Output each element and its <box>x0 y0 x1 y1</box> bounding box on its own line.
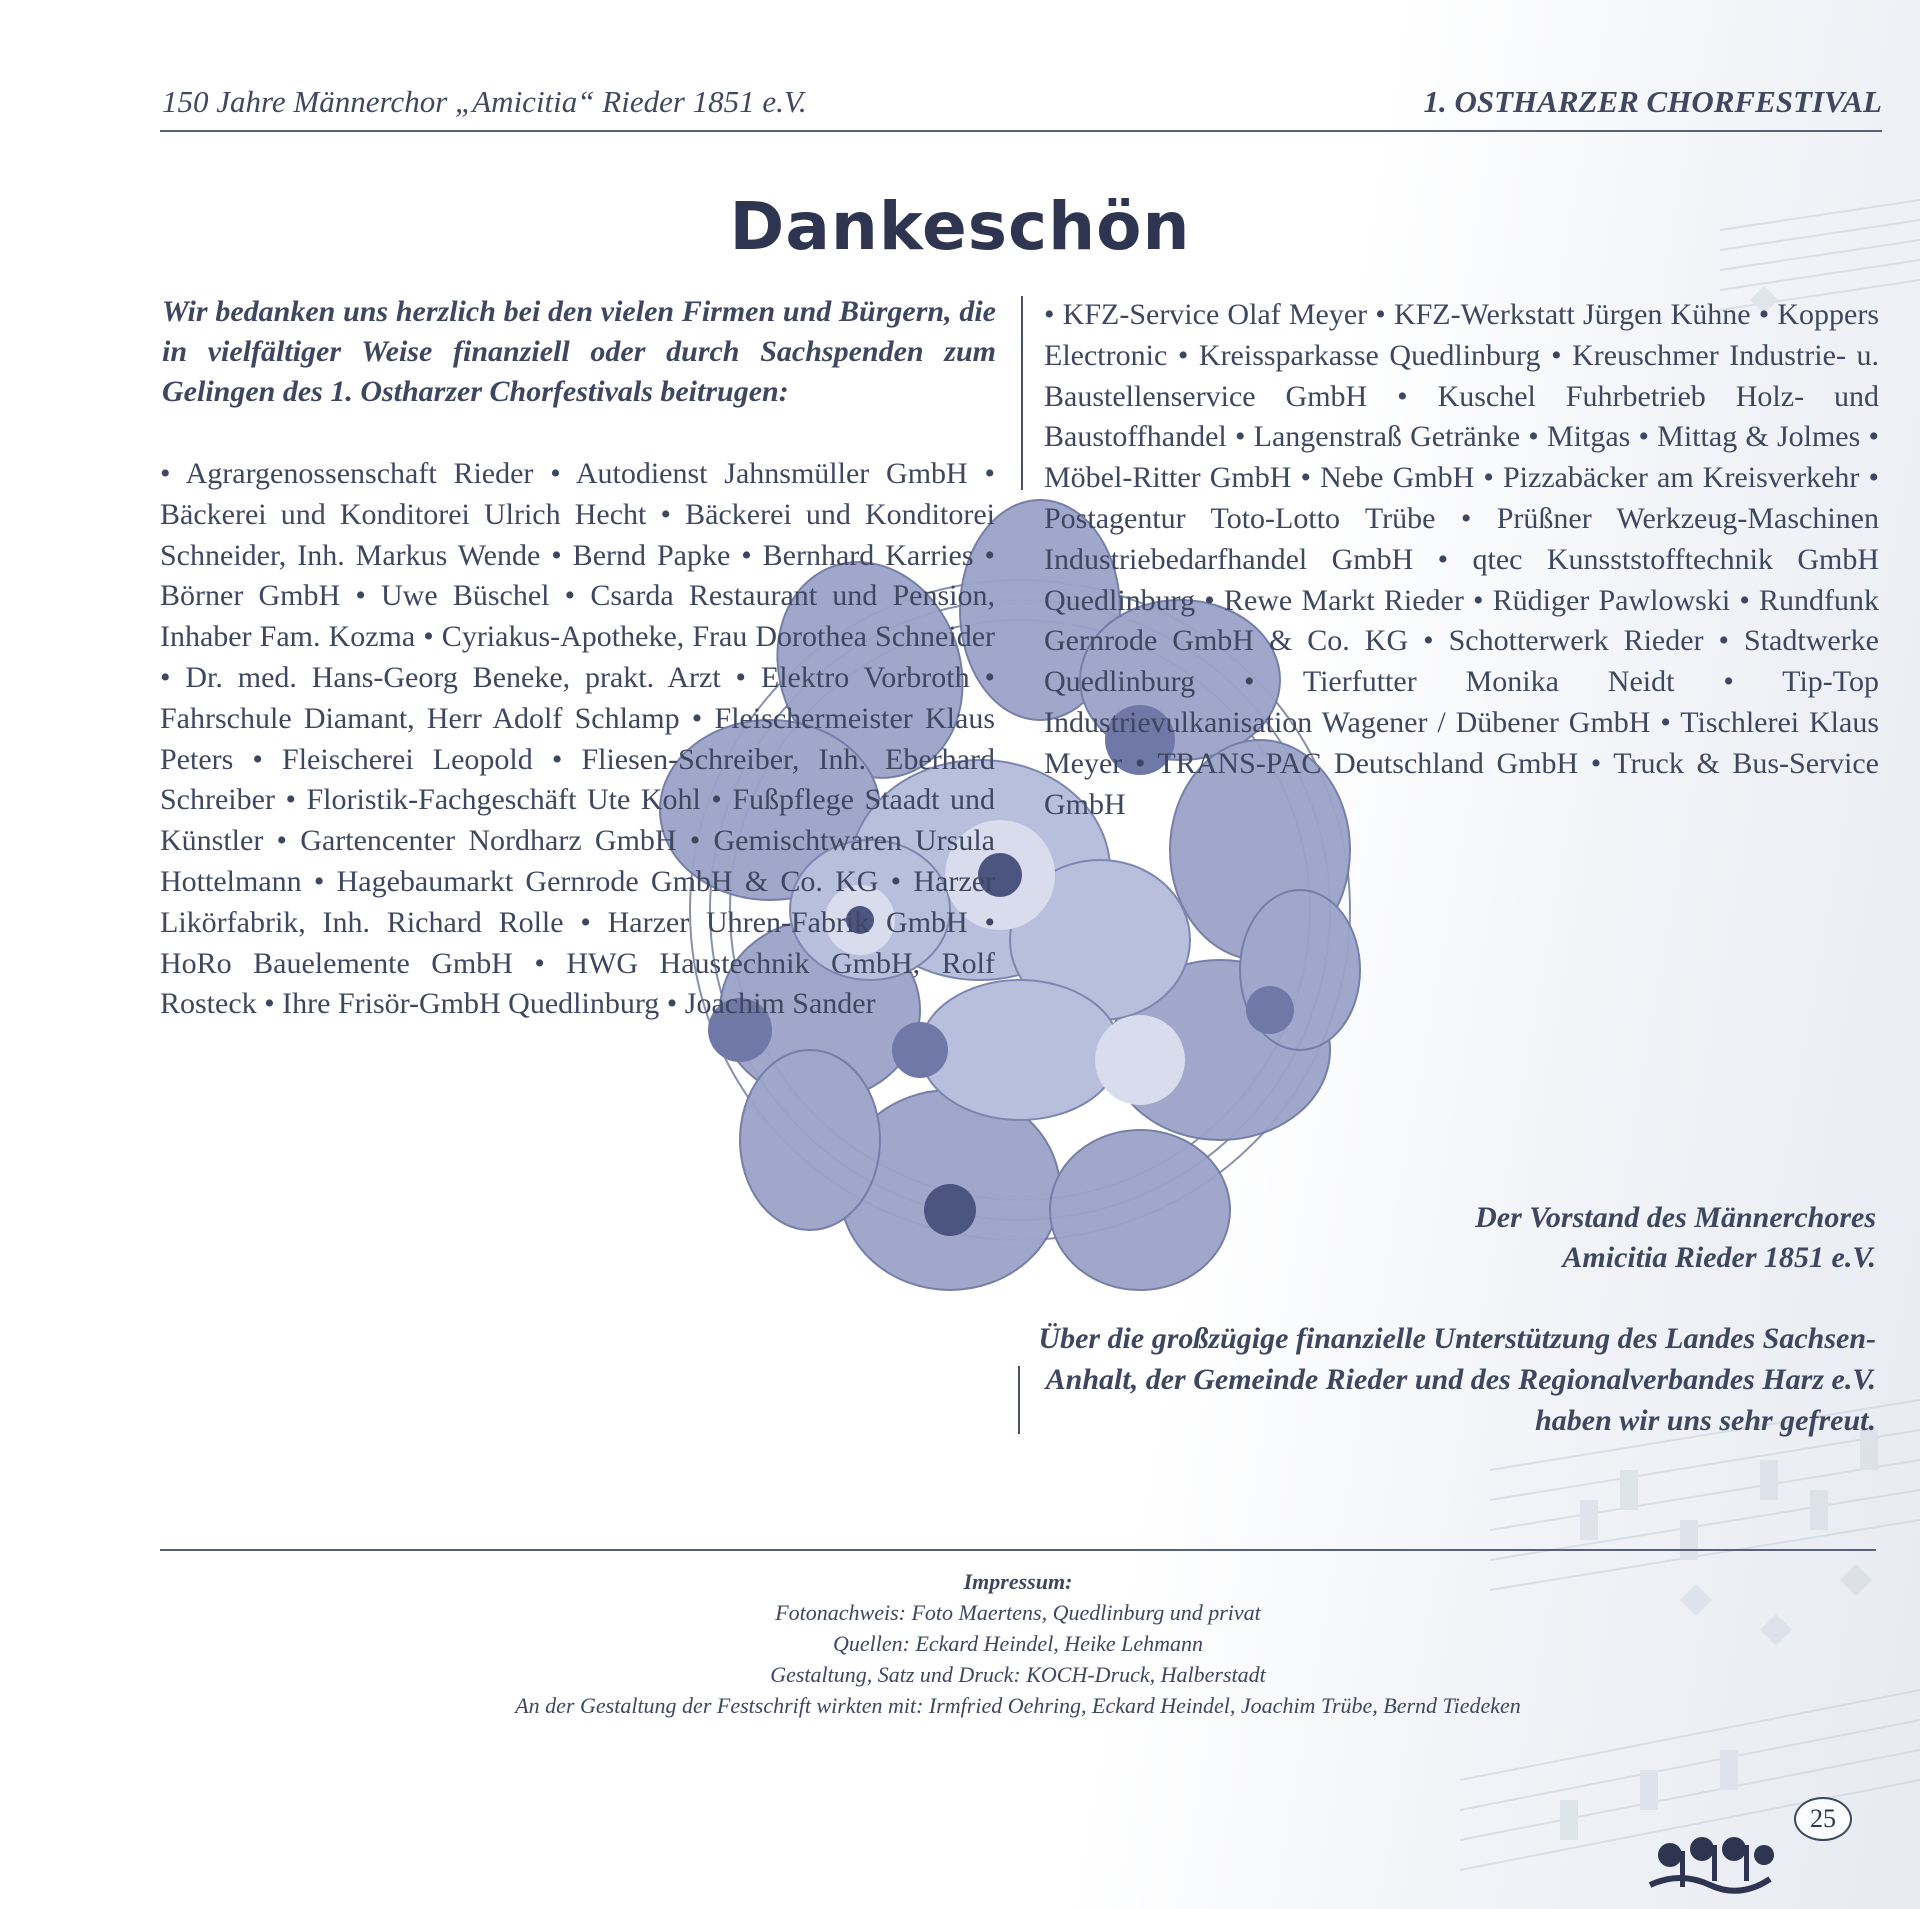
page-title: Dankeschön <box>729 188 1191 265</box>
thanks-paragraph: Über die großzügige finanzielle Unterstützung des Landes Sachsen-Anhalt, der Gemeinde Rieder und des Regionalverbandes Harz e.V. haben wir uns sehr gefreut. <box>1038 1322 1876 1437</box>
signature-block <box>1475 1198 1876 1278</box>
page-number: 25 <box>1794 1797 1852 1841</box>
header-right-title: 1. OSTHARZER CHORFESTIVAL <box>1423 84 1882 119</box>
sponsor-list-left <box>160 454 996 1354</box>
impressum <box>160 1566 1876 1721</box>
column-divider-top <box>1021 296 1023 490</box>
header-divider <box>160 130 1882 132</box>
header-left-title: 150 Jahre Männerchor „Amicitia“ Rieder 1851 e.V. <box>162 84 807 119</box>
impressum-line: Quellen: Eckard Heindel, Heike Lehmann <box>832 1631 1203 1656</box>
intro-paragraph: Wir bedanken uns herzlich bei den vielen Firmen und Bürgern, die in vielfältiger Weise finanziell oder durch Sachspenden zum Gelingen des 1. Ostharzer Chorfestivals beitrugen: <box>162 295 996 408</box>
signature-line-2: Amicitia Rieder 1851 e.V. <box>1562 1241 1876 1274</box>
sponsor-list-right <box>1044 295 1879 825</box>
signature-line-1: Der Vorstand des Männerchores <box>1475 1201 1876 1234</box>
impressum-line: An der Gestaltung der Festschrift wirkten mit: Irmfried Oehring, Eckard Heindel, Joachim Trübe, Bernd Tiedeken <box>515 1693 1521 1718</box>
music-notes-logo <box>1640 1815 1800 1895</box>
impressum-line: Fotonachweis: Foto Maertens, Quedlinburg und privat <box>775 1600 1261 1625</box>
impressum-heading: Impressum: <box>963 1569 1073 1594</box>
footer-divider <box>160 1549 1876 1551</box>
text-wrap-spacer <box>995 454 996 1354</box>
impressum-line: Gestaltung, Satz und Druck: KOCH-Druck, Halberstadt <box>770 1662 1266 1687</box>
sponsor-list-left-text: • Agrargenossenschaft Rieder • Autodienst Jahnsmüller GmbH • Bäckerei und Konditorei Ulrich Hecht • Bäckerei und Konditorei Schneider, Inh. Markus Wende • Bernd Papke • Bernhard Karries • Börner GmbH • Uwe Büschel • Csarda Restaurant und Pension, Inhaber Fam. Kozma • Cyriakus-Apotheke, Frau Dorothea Schneider • Dr. med. Hans-Georg Beneke, prakt. Arzt • Elektro Vorbroth • Fahrschule Diamant, Herr Adolf Schlamp • Fleischermeister Klaus Peters • Fleischerei Leopold • Fliesen-Schreiber, Inh. Eberhard Schreiber • Floristik-Fachgeschäft Ute Kohl • Fußpflege Staadt und Künstler • Gartencenter Nordharz GmbH • Gemischtwaren Ursula Hottelmann • Hagebaumarkt Gernrode GmbH & Co. KG • Harzer Likörfabrik, Inh. Richard Rolle • Harzer Uhren-Fabrik GmbH • HoRo Bauelemente GmbH • HWG Haustechnik GmbH, Rolf Rosteck • Ihre Frisör-GmbH Quedlinburg • Joachim Sander <box>160 457 995 1021</box>
sponsor-list-right-text: • KFZ-Service Olaf Meyer • KFZ-Werkstatt Jürgen Kühne • Koppers Electronic • Kreissparkasse Quedlinburg • Kreuschmer Industrie- u. Baustellenservice GmbH • Kuschel Fuhrbetrieb Holz- und Baustoffhandel • Langenstraß Getränke • Mitgas • Mittag & Jolmes • Möbel-Ritter GmbH • Nebe GmbH • Pizzabäcker am Kreisverkehr • Postagentur Toto-Lotto Trübe • Prüßner Werkzeug-Maschinen Industriebedarfhandel GmbH • qtec Kunsststofftechnik GmbH Quedlinburg • Rewe Markt Rieder • Rüdiger Pawlowski • Rundfunk Gernrode GmbH & Co. KG • Schotterwerk Rieder • Stadtwerke Quedlinburg • Tierfutter Monika Neidt • Tip-Top Industrievulkanisation Wagener / Dübener GmbH • Tischlerei Klaus Meyer • TRANS-PAC Deutschland GmbH • Truck & Bus-Service GmbH <box>1044 298 1879 821</box>
